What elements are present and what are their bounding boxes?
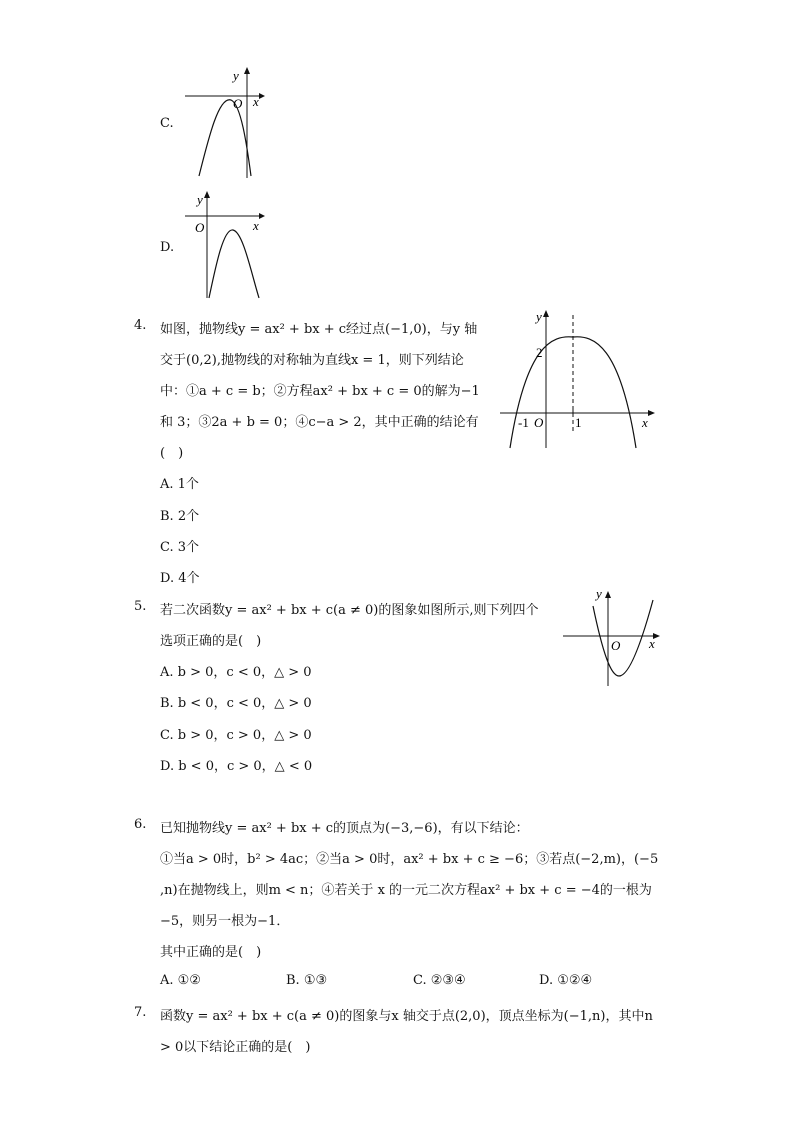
q5-line-2: 选项正确的是( ) [160, 634, 262, 649]
q6-option-c: C. ②③④ [413, 973, 466, 988]
q6-option-d: D. ①②④ [539, 973, 593, 988]
q5-option-d: D. b < 0，c > 0，△ < 0 [160, 759, 313, 774]
q6-option-b: B. ①③ [286, 973, 328, 988]
y-axis-label: y [536, 309, 542, 324]
parabola-curve [199, 100, 251, 176]
q6-number: 6. [134, 817, 147, 832]
q3-option-d-label: D. [160, 240, 175, 255]
q6-option-a: A. ①② [160, 973, 201, 988]
neg-one-label: -1 [518, 415, 529, 430]
origin-label: O [611, 638, 621, 653]
origin-label: O [233, 96, 243, 111]
q3-option-c-label: C. [160, 116, 174, 131]
q4-option-b: B. 2个 [160, 509, 200, 524]
y-axis-label: y [596, 586, 602, 601]
x-axis-label: x [642, 415, 648, 430]
q7-line-1: 函数y = ax² + bx + c(a ≠ 0)的图象与x 轴交于点(2,0)，顶点坐标为(−1,n)，其中n [160, 1009, 653, 1024]
q5-option-a: A. b > 0，c < 0，△ > 0 [160, 665, 312, 680]
x-axis-label: x [253, 94, 259, 109]
q7-number: 7. [134, 1005, 147, 1020]
q6-line-4: −5，则另一根为−1． [160, 914, 290, 929]
q4-option-a: A. 1个 [160, 477, 199, 492]
q4-option-d: D. 4个 [160, 571, 200, 586]
q6-line-3: ,n)在抛物线上，则m < n；④若关于 x 的一元二次方程ax² + bx + c = −4的一根为 [160, 883, 652, 898]
x-axis-arrow [259, 93, 265, 99]
q4-line-5: ( ) [160, 446, 184, 461]
q4-option-c: C. 3个 [160, 540, 200, 555]
parabola-curve [593, 600, 653, 676]
q4-line-2: 交于(0,2),抛物线的对称轴为直线x = 1，则下列结论 [160, 353, 464, 368]
one-label: 1 [575, 415, 582, 430]
q4-graph [496, 305, 658, 450]
q5-line-1: 若二次函数y = ax² + bx + c(a ≠ 0)的图象如图所示,则下列四个 [160, 603, 539, 618]
y-axis-arrow [605, 591, 611, 598]
q4-line-3: 中：①a + c = b；②方程ax² + bx + c = 0的解为−1 [160, 384, 480, 399]
q6-line-1: 已知抛物线y = ax² + bx + c的顶点为(−3,−6)，有以下结论： [160, 821, 529, 836]
parabola-curve [209, 230, 259, 298]
q3-option-d-graph [185, 190, 267, 300]
x-axis-label: x [253, 218, 259, 233]
q6-line-5: 其中正确的是( ) [160, 945, 262, 960]
y-axis-arrow [543, 310, 549, 317]
q4-line-4: 和 3；③2a + b = 0；④c−a > 2，其中正确的结论有 [160, 415, 479, 430]
q3-option-c-graph [185, 66, 265, 178]
origin-label: O [534, 415, 544, 430]
q6-line-2: ①当a > 0时，b² > 4ac；②当a > 0时，ax² + bx + c ≥ −6；③若点(−2,m)，(−5 [160, 852, 659, 867]
q5-graph [563, 584, 665, 688]
x-axis-arrow [648, 410, 655, 416]
y-axis-label: y [197, 192, 203, 207]
q5-option-b: B. b < 0，c < 0，△ > 0 [160, 696, 312, 711]
q7-line-2: > 0以下结论正确的是( ) [160, 1040, 311, 1055]
q5-number: 5. [134, 599, 147, 614]
y-axis-arrow [204, 191, 210, 198]
origin-label: O [195, 220, 205, 235]
y-intercept-label: 2 [536, 345, 543, 360]
y-axis-arrow [244, 67, 250, 74]
x-axis-arrow [259, 213, 265, 219]
y-axis-label: y [233, 68, 239, 83]
q5-option-c: C. b > 0，c > 0，△ > 0 [160, 728, 312, 743]
q4-line-1: 如图，抛物线y = ax² + bx + c经过点(−1,0)，与y 轴 [160, 322, 478, 337]
q4-number: 4. [134, 318, 147, 333]
x-axis-label: x [649, 636, 655, 651]
